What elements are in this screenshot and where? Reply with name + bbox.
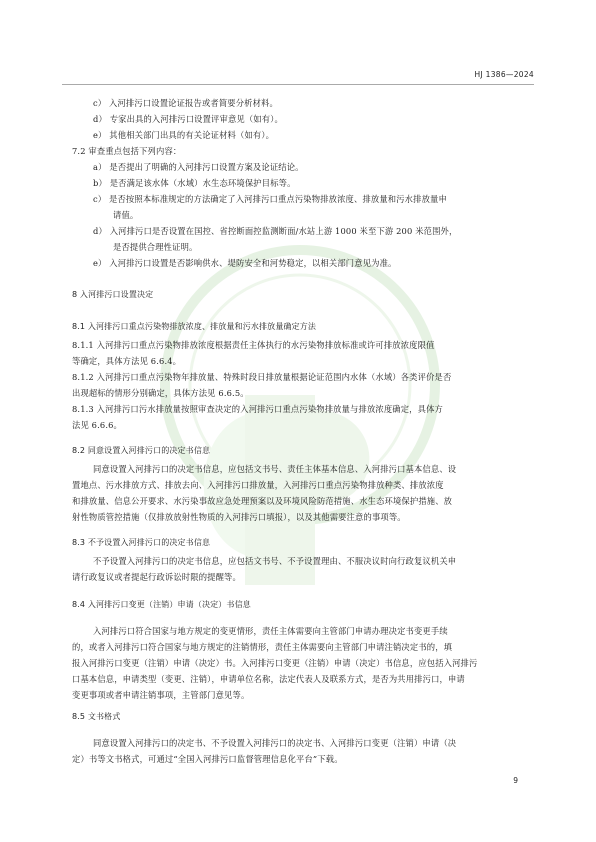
text-line: 同意设置入河排污口的决定书信息，应包括文书号、责任主体基本信息、入河排污口基本信息、设 <box>93 464 457 474</box>
text-line: c） 入河排污口设置论证报告或者简要分析材料。 <box>93 98 278 108</box>
text-line: 同意设置入河排污口的决定书、不予设置入河排污口的决定书、入河排污口变更（注销）申请（决 <box>93 738 457 748</box>
text-line: 等确定，具体方法见 6.6.4。 <box>72 356 182 366</box>
text-line: 请值。 <box>113 210 139 220</box>
text-line: a） 是否提出了明确的入河排污口设置方案及论证结论。 <box>93 162 304 172</box>
text-line: 定）书等文书格式，可通过“全国入河排污口监督管理信息化平台”下载。 <box>72 754 343 764</box>
text-line: 8.1.1 入河排污口重点污染物排放浓度根据责任主体执行的水污染物排放标准或许可排放浓度限值 <box>72 340 435 350</box>
section-heading: 8.5 文书格式 <box>72 712 121 721</box>
text-line: 入河排污口符合国家与地方规定的变更情形，责任主体需要向主管部门申请办理决定书变更手续 <box>93 626 448 636</box>
text-line: 出现超标的情形分别确定，具体方法见 6.6.5。 <box>72 388 249 398</box>
text-line: 口基本信息，申请类型（变更、注销），申请单位名称，法定代表人及联系方式，是否为共用排污口，申请 <box>72 674 465 684</box>
standard-code: HJ 1386—2024 <box>474 70 534 79</box>
text-line: 是否提供合理性证明。 <box>113 242 198 252</box>
section-heading: 8 入河排污口设置决定 <box>72 290 154 299</box>
text-line: 报入河排污口变更（注销）申请（决定）书。入河排污口变更（注销）申请（决定）书信息，应包括入河排污 <box>72 658 478 668</box>
text-line: 和排放量、信息公开要求、水污染事故应急处理预案以及环境风险防范措施、水生态环境保护措施、放 <box>72 496 453 506</box>
text-line: c） 是否按照本标准规定的方法确定了入河排污口重点污染物排放浓度、排放量和污水排放量申 <box>93 194 447 204</box>
text-line: 射性物质管控措施（仅排放放射性物质的入河排污口填报），以及其他需要注意的事项等。 <box>72 512 406 522</box>
text-line: e） 其他相关部门出具的有关论证材料（如有）。 <box>93 130 275 140</box>
text-line: 8.1.3 入河排污口污水排放量按照审查决定的入河排污口重点污染物排放量与排放浓度确定，具体方 <box>72 404 443 414</box>
text-line: b） 是否满足该水体（水域）水生态环境保护目标等。 <box>93 178 296 188</box>
section-heading: 8.4 入河排污口变更（注销）申请（决定）书信息 <box>72 600 251 609</box>
text-line: 的，或者入河排污口符合国家与地方规定的注销情形，责任主体需要向主管部门申请注销决定书的，填 <box>72 642 453 652</box>
text-line: 7.2 审查重点包括下列内容： <box>72 146 182 156</box>
section-heading: 8.2 同意设置入河排污口的决定书信息 <box>72 446 211 455</box>
watermark-logo <box>150 235 450 625</box>
text-line: 请行政复议或者提起行政诉讼时限的提醒等。 <box>72 572 241 582</box>
section-heading: 8.1 入河排污口重点污染物排放浓度、排放量和污水排放量确定方法 <box>72 322 317 331</box>
text-line: 置地点、污水排放方式、排放去向、入河排污口排放量，入河排污口重点污染物排放种类、排放浓度 <box>72 480 444 490</box>
text-line: d） 专家出具的入河排污口设置评审意见（如有）。 <box>93 114 283 124</box>
page-number: 9 <box>513 776 518 785</box>
text-line: 变更事项或者申请注销事项，主管部门意见等。 <box>72 690 250 700</box>
text-line: 法见 6.6.6。 <box>72 420 122 430</box>
text-line: e） 入河排污口设置是否影响供水、堤防安全和河势稳定，以相关部门意见为准。 <box>93 258 397 268</box>
text-line: 不予设置入河排污口的决定书信息，应包括文书号、不予设置理由、不服决议时向行政复议机关申 <box>93 556 457 566</box>
text-line: 8.1.2 入河排污口重点污染物年排放量、特殊时段日排放量根据论证范围内水体（水域）各类评价是否 <box>72 372 452 382</box>
header-divider <box>62 84 534 85</box>
text-line: d） 入河排污口是否设置在国控、省控断面控监测断面/水站上游 1000 米至下游 200 米范围外， <box>93 226 458 236</box>
section-heading: 8.3 不予设置入河排污口的决定书信息 <box>72 538 211 547</box>
